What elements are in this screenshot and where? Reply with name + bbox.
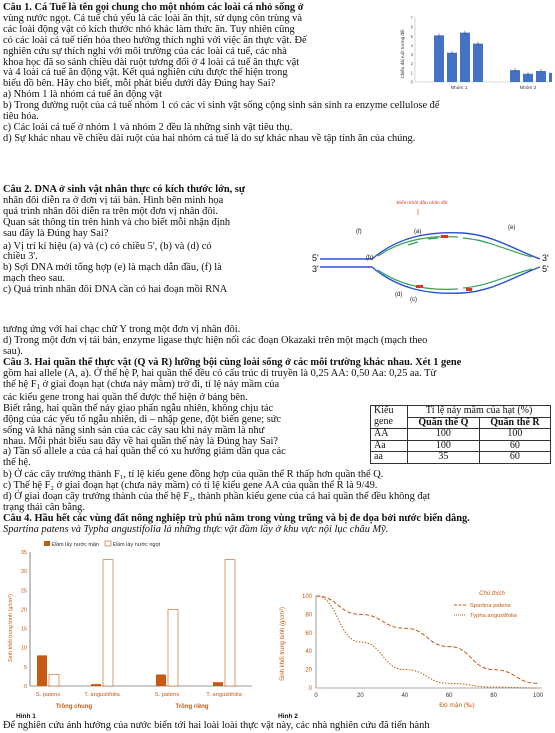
group-label: Trồng chung bbox=[55, 704, 93, 710]
rna-primer bbox=[416, 285, 423, 288]
intestine-length-bar-chart bbox=[396, 12, 552, 92]
table-cell: 100 bbox=[479, 429, 550, 441]
y-tick-label: 0 bbox=[410, 79, 413, 85]
option-d: d) Sự khác nhau về chiều dài ruột của hai nhóm cá tuế là do sự khác nhau về tập tính ăn của chúng. bbox=[3, 132, 416, 144]
cau3-line: nhau. Mỗi phát biểu sau đây về hai quần thể này là Đúng hay Sai? bbox=[3, 435, 278, 447]
label-b: (b) bbox=[366, 255, 374, 261]
parental-strand-top bbox=[320, 233, 540, 259]
cau2-text bbox=[3, 185, 308, 296]
table-cell: 100 bbox=[408, 429, 480, 441]
y-tick-label: 40 bbox=[305, 649, 312, 656]
y-axis-label: Chiều dài ruột tương đối bbox=[400, 29, 405, 79]
cau3-intro bbox=[3, 358, 551, 380]
subscript: 1 bbox=[36, 383, 40, 391]
y-tick-label: 20 bbox=[20, 607, 27, 614]
label-f: (f) bbox=[356, 229, 362, 235]
cau3-line: các kiểu gene trong hai quần thể được thể hiện ở bảng bên. bbox=[3, 391, 248, 403]
figure-2-biomass-line-chart bbox=[272, 584, 554, 720]
legend-label: Đầm lầy nước mặn bbox=[52, 542, 100, 548]
y-tick-label: 30 bbox=[20, 569, 27, 576]
text-run: thế hệ F bbox=[3, 379, 37, 390]
question-1-title: Câu 1. Cá Tuế là tên gọi chung cho một nhóm các loài cá nhỏ sống ở bbox=[3, 2, 304, 13]
bar bbox=[460, 33, 470, 82]
cau1-line: khoa học đã so sánh chiều dài ruột tương đối ở 4 loài cá tuế ăn thực vật bbox=[3, 56, 300, 68]
series-line-typha bbox=[316, 596, 538, 688]
table-cell: aa bbox=[371, 452, 408, 464]
category-label: Nhóm 1 bbox=[450, 86, 468, 91]
origin-label: Điểm khởi đầu nhân đôi bbox=[396, 201, 448, 206]
y-tick-label: 5 bbox=[23, 664, 27, 671]
cau3-line bbox=[3, 380, 373, 393]
label-e: (e) bbox=[508, 225, 516, 231]
option-c: c) Thế hệ F₂ ở giai đoạn hạt (chưa nảy mầm) có tỉ lệ kiểu gene AA của quần thể R là 9/49. bbox=[3, 479, 378, 491]
cau1-line: nghiên cứu sự thích nghi với môi trường của các loài cá tuế, các nhà bbox=[3, 45, 287, 57]
cau4-text bbox=[3, 514, 551, 536]
x-tick-label: 0 bbox=[314, 693, 318, 699]
option-a: a) Tần số allele a của cả hai quần thể có xu hướng giảm dần qua các bbox=[3, 446, 286, 458]
bar bbox=[473, 44, 483, 82]
y-tick-label: 35 bbox=[20, 550, 27, 556]
option-b: b) Sợi DNA mới tổng hợp (e) là mạch dẫn đầu, (f) là bbox=[3, 262, 222, 274]
y-tick-label: 20 bbox=[305, 667, 312, 674]
option-c: c) Quá trình nhân đôi DNA cần có hai đoạn mồi RNA bbox=[3, 284, 228, 296]
dna-replication-diagram bbox=[308, 193, 553, 313]
figure-caption: Hình 2 bbox=[278, 713, 298, 720]
header-text: gene bbox=[374, 415, 393, 427]
option-a-cont: thế hệ. bbox=[3, 457, 31, 469]
bar-salt bbox=[156, 675, 166, 686]
option-b: b) Trong đường ruột của cá tuế nhóm 1 có các vi sinh vật sống cộng sinh sản sinh ra enzyme cellulose để bbox=[3, 99, 440, 111]
cau2-line: Quan sát thông tin trên hình và cho biết mỗi nhận định bbox=[3, 216, 231, 228]
group-label: Trồng riêng bbox=[175, 704, 209, 710]
table-cell: Aa bbox=[371, 440, 408, 452]
table-cell: AA bbox=[371, 429, 408, 441]
legend-label: Spartina patens bbox=[470, 603, 511, 609]
y-tick-label: 6 bbox=[410, 24, 413, 30]
end-label-5-left: 5' bbox=[312, 253, 319, 263]
legend-title: Chú thích bbox=[479, 591, 505, 597]
figure-caption: Hình 1 bbox=[16, 713, 36, 720]
option-b-cont: tiêu hóa. bbox=[3, 110, 39, 122]
y-tick-label: 4 bbox=[410, 42, 413, 48]
option-b-cont: mạch theo sau. bbox=[3, 273, 66, 285]
question-2-title: Câu 2. DNA ở sinh vật nhân thực có kích thước lớn, sự bbox=[3, 184, 246, 195]
bar-fresh bbox=[49, 675, 59, 686]
cau2-line: sau đây là Đúng hay Sai? bbox=[3, 227, 109, 239]
x-axis-label: Độ mặn (‰) bbox=[439, 702, 475, 709]
cau2-options-cont bbox=[3, 325, 551, 358]
cau1-line: vùng nước ngọt. Cá tuế chủ yếu là các loài ăn thịt, sử dụng côn trùng và bbox=[3, 12, 302, 24]
option-b: b) Ở các cây trưởng thành F₁, tỉ lệ kiểu gene đồng hợp của quần thể R thấp hơn quần thể Q. bbox=[3, 469, 384, 480]
cau4-line: Để nghiên cứu ảnh hưởng của nước biển tới hai loài loài thực vật này, các nhà nghiên cứu đã tiến hành bbox=[3, 720, 430, 731]
category-label: Nhóm 2 bbox=[519, 86, 537, 91]
y-tick-label: 2 bbox=[410, 61, 413, 67]
cau2-line: quá trình nhân đôi diễn ra trên một đơn vị nhân đôi. bbox=[3, 205, 218, 217]
header-cell: Quần thể Q bbox=[408, 417, 480, 429]
option-a: a) Nhóm 1 là nhóm cá tuế ăn động vật bbox=[3, 89, 162, 100]
cau1-line: và 4 loài cá tuế ăn động vật. Kết quả nghiên cứu được thể hiện trong bbox=[3, 67, 288, 79]
bar-salt bbox=[91, 684, 101, 686]
table-cell: 100 bbox=[408, 440, 480, 452]
bar bbox=[434, 35, 444, 82]
x-tick-label: T. angustifolia bbox=[206, 692, 242, 698]
legend-swatch-salt bbox=[44, 541, 50, 546]
option-a: a) Vị trí kí hiệu (a) và (c) có chiều 5', (b) và (d) có bbox=[3, 240, 212, 252]
cau3-line: động của các yếu tố ngẫu nhiên, di – nhập gene, đột biến gene; sức bbox=[3, 413, 282, 425]
cau3-options bbox=[3, 470, 551, 514]
table-cell: 35 bbox=[408, 452, 480, 464]
rna-primer bbox=[466, 288, 472, 291]
bar-fresh bbox=[168, 609, 178, 686]
header-cell: Tỉ lệ nảy mầm của hạt (%) bbox=[408, 406, 551, 418]
y-axis-label: Sinh khối trung bình (g/cm²) bbox=[280, 606, 286, 682]
end-label-3-left: 3' bbox=[312, 264, 319, 274]
x-tick-label: 40 bbox=[401, 693, 409, 699]
question-4-title: Câu 4. Hầu hết các vùng đất nông nghiệp trù phú nằm trong vùng trũng và bị đe dọa bởi nước biển dâng. bbox=[3, 513, 470, 524]
label-a: (a) bbox=[414, 229, 422, 235]
bar-fresh bbox=[225, 560, 235, 686]
cau3-line: Biết rằng, hai quần thể nảy giao phấn ngẫu nhiên, không chịu tác bbox=[3, 402, 274, 414]
option-d: d) Trong một đơn vị tái bản, enzyme ligase thực hiện nối các đoạn Okazaki trên một mạch (mạch theo bbox=[3, 334, 428, 346]
legend-label: Đầm lầy nước ngọt bbox=[113, 542, 161, 548]
legend-swatch-fresh bbox=[105, 541, 111, 546]
table-cell: 60 bbox=[479, 440, 550, 452]
y-tick-label: 60 bbox=[305, 630, 312, 637]
cau1-options bbox=[3, 90, 551, 145]
cau1-line: có các loài cá tuế tiến hóa theo hướng thích nghi với việc ăn thực vật. Để bbox=[3, 34, 307, 46]
y-axis-label: Sinh khối trung bình (g/cm²) bbox=[8, 594, 14, 662]
x-tick-label: 20 bbox=[357, 693, 364, 699]
y-tick-label: 0 bbox=[23, 684, 27, 690]
y-tick-label: 10 bbox=[20, 645, 27, 652]
cau3-line: sống và khả năng sinh sản của các cây sau khi nảy mầm là như bbox=[3, 424, 265, 436]
cau3-text bbox=[3, 380, 373, 469]
header-text: Kiểu bbox=[374, 405, 394, 416]
cau1-text bbox=[3, 3, 391, 90]
table-row bbox=[371, 440, 551, 452]
y-tick-label: 0 bbox=[308, 686, 312, 692]
header-cell bbox=[371, 406, 408, 429]
y-tick-label: 5 bbox=[410, 33, 413, 39]
x-tick-label: T. angustifolia bbox=[84, 692, 120, 698]
option-d-cont: sau). bbox=[3, 345, 23, 357]
bar bbox=[447, 53, 457, 82]
y-tick-label: 25 bbox=[20, 588, 27, 595]
option-a-cont: chiều 3'. bbox=[3, 251, 38, 263]
table-cell: 60 bbox=[479, 452, 550, 464]
bar-fresh bbox=[103, 560, 113, 686]
y-tick-label: 3 bbox=[410, 52, 413, 58]
cau4-line: Spartina patens và Typha angustifolia là những thực vật đầm lầy ở khu vực nội lục châu Mỹ. bbox=[3, 523, 389, 535]
cau1-line: biểu đồ bên. Hãy cho biết, mỗi phát biểu dưới đây Đúng hay Sai? bbox=[3, 78, 276, 90]
x-tick-label: 80 bbox=[490, 693, 497, 699]
question-3-title: Câu 3. Hai quần thể thực vật (Q và R) lưỡng bội cùng loài sống ở các môi trường khác nhau. Xét 1 gene bbox=[3, 357, 462, 368]
bar-salt bbox=[37, 655, 47, 686]
option-c: c) Các loài cá tuế ở nhóm 1 và nhóm 2 đều là những sinh vật tiêu thụ. bbox=[3, 121, 293, 133]
bar bbox=[549, 73, 552, 82]
cau4-last-line bbox=[3, 721, 553, 732]
y-tick-label: 7 bbox=[410, 15, 413, 21]
x-tick-label: 100 bbox=[532, 693, 544, 699]
option-c-cont: tương ứng với hai chạc chữ Y trong một đơn vị nhân đôi. bbox=[3, 324, 241, 335]
option-d: d) Ở giai đoạn cây trưởng thành của thế hệ F₂, thành phần kiểu gene của cả hai quần thể đều không đạt bbox=[3, 490, 431, 502]
header-cell: Quần thể R bbox=[479, 417, 550, 429]
y-tick-label: 80 bbox=[305, 612, 312, 619]
text-run: ở giai đoạn hạt (chưa nảy mầm) trở đi, tỉ lệ nảy mầm của bbox=[39, 379, 280, 390]
series-line-spartina bbox=[316, 596, 538, 683]
bar-salt bbox=[213, 682, 223, 686]
cau3-line: gồm hai allele (A, a). Ở thế hệ P, hai quần thể đều có cấu trúc di truyền là 0,25 AA: 0,50 Aa: 0,25 aa. Từ bbox=[3, 367, 437, 379]
x-tick-label: S. patens bbox=[154, 692, 180, 698]
option-d-cont: trạng thái cân bằng. bbox=[3, 501, 85, 513]
legend-label: Typha angustifolia bbox=[470, 613, 517, 619]
y-tick-label: 1 bbox=[410, 70, 413, 76]
x-tick-label: 60 bbox=[445, 693, 453, 699]
y-tick-label: 100 bbox=[301, 594, 312, 600]
figure-1-biomass-bar-chart bbox=[2, 538, 272, 720]
germination-rate-table bbox=[370, 405, 551, 464]
table-row bbox=[371, 429, 551, 441]
end-label-3-right: 3' bbox=[542, 253, 549, 263]
x-tick-label: S. patens bbox=[35, 692, 61, 698]
rna-primer bbox=[441, 235, 448, 238]
label-c: (c) bbox=[410, 297, 417, 303]
y-tick-label: 15 bbox=[20, 626, 27, 633]
parental-strand-bottom bbox=[320, 267, 540, 293]
cau1-line: các loài động vật có kích thước nhỏ khác làm thức ăn. Tuy nhiên cũng bbox=[3, 23, 295, 35]
table-row bbox=[371, 452, 551, 464]
end-label-5-right: 5' bbox=[542, 264, 549, 274]
label-d: (d) bbox=[395, 292, 403, 298]
cau2-line: nhân đôi diễn ra ở đơn vị tái bản. Hình bên minh họa bbox=[3, 194, 224, 206]
